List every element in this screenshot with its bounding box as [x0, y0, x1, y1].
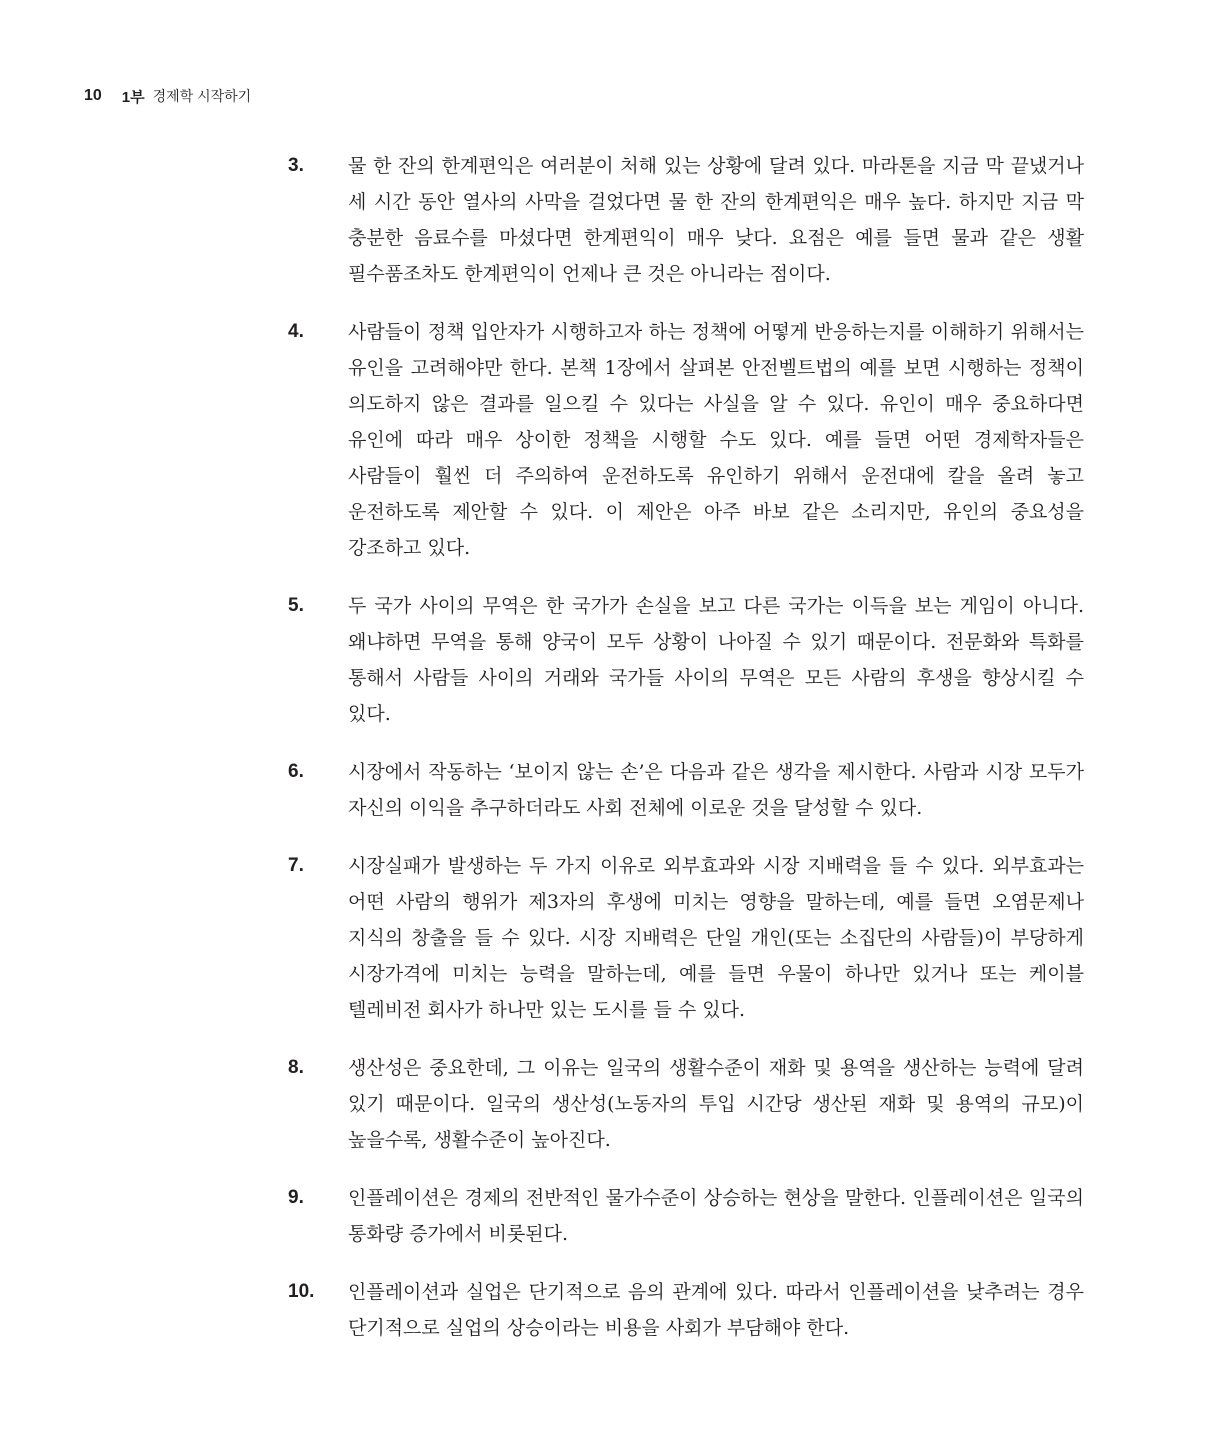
running-header	[84, 84, 251, 108]
list-item	[288, 314, 1084, 566]
list-item	[288, 588, 1084, 732]
item-text: 두 국가 사이의 무역은 한 국가가 손실을 보고 다른 국가는 이득을 보는 게임이 아니다. 왜냐하면 무역을 통해 양국이 모두 상황이 나아질 수 있기 때문이다. 전문화와 특화를 통해서 사람들 사이의 거래와 국가들 사이의 무역은 모든 사람의 후생을 향상시킬 수 있다.	[348, 595, 1084, 725]
item-number: 3.	[288, 155, 304, 176]
list-item	[288, 1180, 1084, 1252]
list-item	[288, 848, 1084, 1028]
list-item	[288, 1050, 1084, 1158]
part-label: 1부	[121, 88, 145, 106]
list-item	[288, 148, 1084, 292]
item-text: 사람들이 정책 입안자가 시행하고자 하는 정책에 어떻게 반응하는지를 이해하기 위해서는 유인을 고려해야만 한다. 본책 1장에서 살펴본 안전벨트법의 예를 보면 시행하는 정책이 의도하지 않은 결과를 일으킬 수 있다는 사실을 알 수 있다. 유인이 매우 중요하다면 유인에 따라 매우 상이한 정책을 시행할 수도 있다. 예를 들면 어떤 경제학자들은 사람들이 훨씬 더 주의하여 운전하도록 유인하기 위해서 운전대에 칼을 올려 놓고 운전하도록 제안할 수 있다. 이 제안은 아주 바보 같은 소리지만, 유인의 중요성을 강조하고 있다.	[348, 321, 1084, 559]
item-text: 물 한 잔의 한계편익은 여러분이 처해 있는 상황에 달려 있다. 마라톤을 지금 막 끝냈거나 세 시간 동안 열사의 사막을 걸었다면 물 한 잔의 한계편익은 매우 높다. 하지만 지금 막 충분한 음료수를 마셨다면 한계편익이 매우 낮다. 요점은 예를 들면 물과 같은 생활 필수품조차도 한계편익이 언제나 큰 것은 아니라는 점이다.	[348, 155, 1084, 285]
item-number: 6.	[288, 761, 304, 782]
item-number: 8.	[288, 1057, 304, 1078]
page-number: 10	[84, 87, 102, 104]
item-text: 인플레이션과 실업은 단기적으로 음의 관계에 있다. 따라서 인플레이션을 낮추려는 경우 단기적으로 실업의 상승이라는 비용을 사회가 부담해야 한다.	[348, 1281, 1084, 1339]
item-number: 4.	[288, 321, 304, 342]
item-number: 9.	[288, 1187, 304, 1208]
item-number: 7.	[288, 855, 304, 876]
item-number: 5.	[288, 595, 304, 616]
chapter-title: 경제학 시작하기	[152, 88, 252, 104]
item-text: 시장에서 작동하는 ‘보이지 않는 손’은 다음과 같은 생각을 제시한다. 사람과 시장 모두가 자신의 이익을 추구하더라도 사회 전체에 이로운 것을 달성할 수 있다.	[348, 761, 1084, 819]
item-text: 인플레이션은 경제의 전반적인 물가수준이 상승하는 현상을 말한다. 인플레이션은 일국의 통화량 증가에서 비롯된다.	[348, 1187, 1084, 1245]
numbered-list	[288, 148, 1084, 1368]
item-number: 10.	[288, 1281, 315, 1302]
item-text: 시장실패가 발생하는 두 가지 이유로 외부효과와 시장 지배력을 들 수 있다. 외부효과는 어떤 사람의 행위가 제3자의 후생에 미치는 영향을 말하는데, 예를 들면 오염문제나 지식의 창출을 들 수 있다. 시장 지배력은 단일 개인(또는 소집단의 사람들)이 부당하게 시장가격에 미치는 능력을 말하는데, 예를 들면 우물이 하나만 있거나 또는 케이블 텔레비전 회사가 하나만 있는 도시를 들 수 있다.	[348, 855, 1084, 1021]
list-item	[288, 754, 1084, 826]
list-item	[288, 1274, 1084, 1346]
item-text: 생산성은 중요한데, 그 이유는 일국의 생활수준이 재화 및 용역을 생산하는 능력에 달려 있기 때문이다. 일국의 생산성(노동자의 투입 시간당 생산된 재화 및 용역의 규모)이 높을수록, 생활수준이 높아진다.	[348, 1057, 1084, 1151]
